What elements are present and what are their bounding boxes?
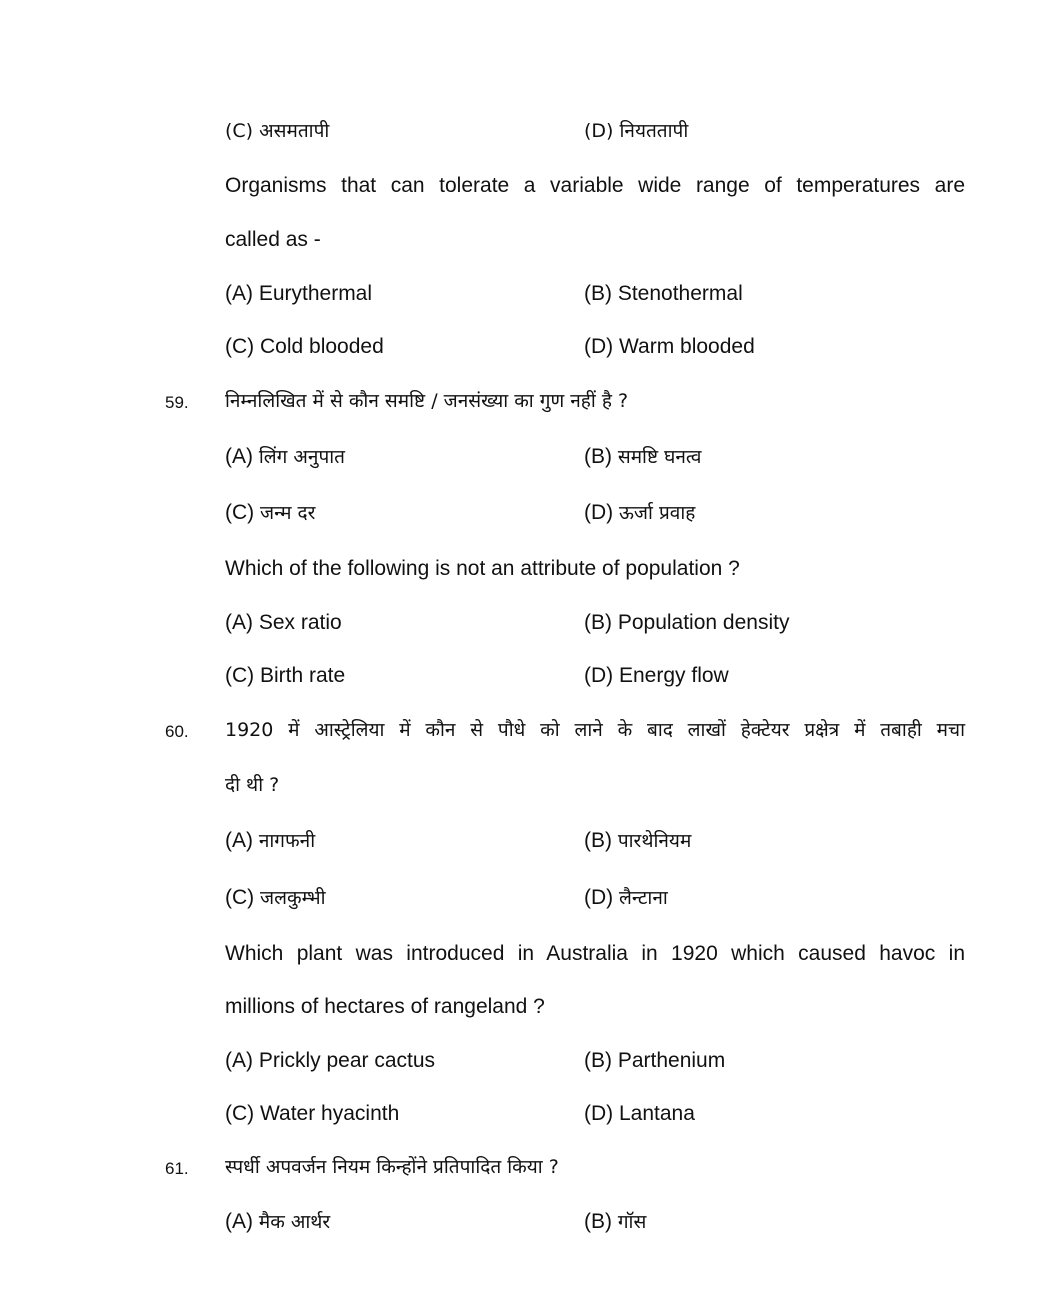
option-text: पारथेनियम [617,830,692,852]
q60-hi-option-b [584,827,691,855]
option-label: (D) [584,501,614,524]
q60-en-question-line1: Which plant was introduced in Australia in 1920 which caused havoc in [225,942,965,965]
q59-hi-question: निम्नलिखित में से कौन समष्टि / जनसंख्या का गुण नहीं है ? [225,390,629,412]
q60-en-question-line2: millions of hectares of rangeland ? [225,995,545,1018]
option-label: (C) [225,501,255,524]
q60-hi-question-line2: दी थी ? [225,774,280,796]
option-text: गॉस [617,1211,647,1233]
q59-hi-option-c [225,499,315,527]
q60-hi-question-line1: 1920 में आस्ट्रेलिया में कौन से पौधे को लाने के बाद लाखों हेक्टेयर प्रक्षेत्र में तबाही मचा [225,719,965,741]
option-text: जलकुम्भी [260,887,326,909]
q59-en-option-a: (A) Sex ratio [225,611,342,634]
q58-en-option-c: (C) Cold blooded [225,335,384,358]
q60-hi-option-c [225,884,326,912]
q59-en-option-b: (B) Population density [584,611,790,634]
option-text: ऊर्जा प्रवाह [619,502,696,524]
q60-en-option-c: (C) Water hyacinth [225,1102,400,1125]
q59-hi-option-d [584,499,695,527]
q59-en-option-c: (C) Birth rate [225,664,346,687]
option-label: (A) [225,829,253,852]
q61-hi-question: स्पर्धी अपवर्जन नियम किन्होंने प्रतिपादित किया ? [225,1156,559,1178]
q60-en-option-a: (A) Prickly pear cactus [225,1049,436,1072]
option-label: (C) [225,886,255,909]
option-text: लैन्टाना [619,887,668,909]
option-text: जन्म दर [260,502,316,524]
q61-hi-option-a [225,1208,330,1236]
option-label: (B) [584,1210,612,1233]
q59-en-question: Which of the following is not an attribute of population ? [225,557,740,580]
q61-hi-option-b [584,1208,646,1236]
q60-hi-option-a [225,827,315,855]
option-label: (D) [584,886,614,909]
q58-hi-option-c: (C) असमतापी [225,120,330,142]
q58-en-question-line1: Organisms that can tolerate a variable wide range of temperatures are [225,174,965,197]
option-text: समष्टि घनत्व [617,446,702,468]
option-label: (B) [584,829,612,852]
q60-hi-option-d [584,884,668,912]
q58-hi-option-d: (D) नियततापी [584,120,689,142]
option-label: (A) [225,445,253,468]
q60-en-option-b: (B) Parthenium [584,1049,726,1072]
q59-en-option-d: (D) Energy flow [584,664,729,687]
q59-hi-option-a [225,443,345,471]
option-label: (B) [584,445,612,468]
option-text: नागफनी [258,830,316,852]
option-text: मैक आर्थर [258,1211,331,1233]
q60-number: 60. [165,722,189,741]
option-text: लिंग अनुपात [258,446,345,468]
q60-en-option-d: (D) Lantana [584,1102,695,1125]
option-label: (A) [225,1210,253,1233]
q58-en-option-b: (B) Stenothermal [584,282,743,305]
q58-en-question-line2: called as - [225,228,321,251]
q58-en-option-a: (A) Eurythermal [225,282,373,305]
q59-hi-option-b [584,443,701,471]
q58-en-option-d: (D) Warm blooded [584,335,755,358]
q59-number: 59. [165,393,189,412]
q61-number: 61. [165,1159,189,1178]
